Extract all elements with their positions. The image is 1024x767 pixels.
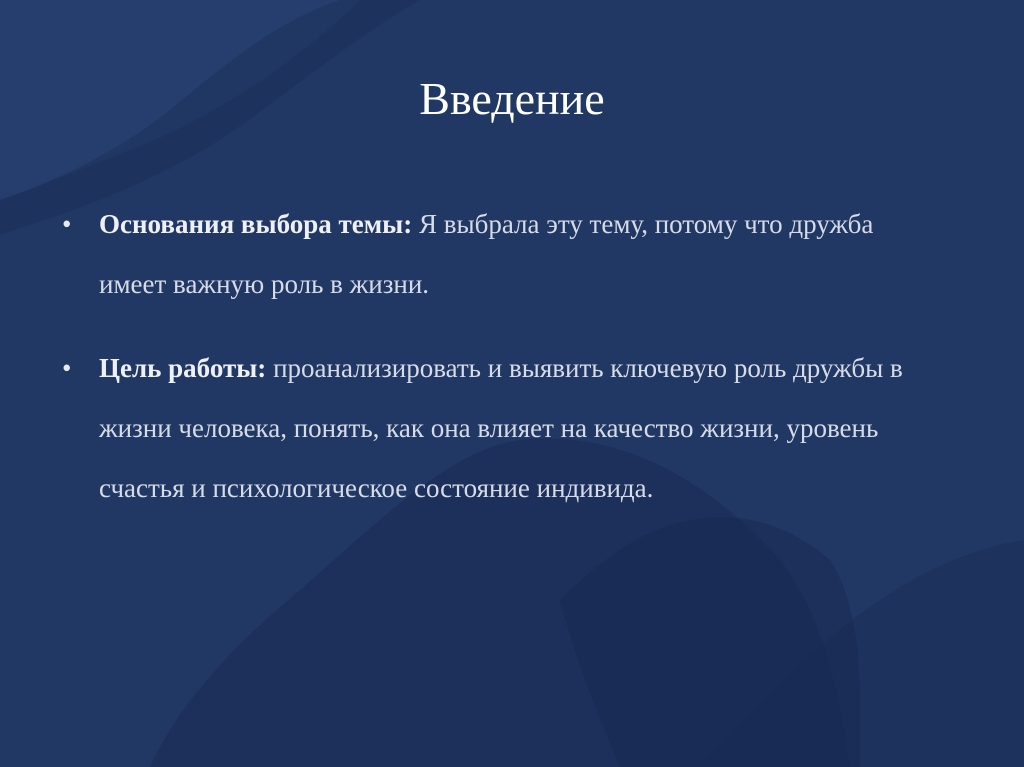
bullet-work-goal: [62, 338, 942, 518]
bullet-marker: •: [62, 353, 72, 383]
bullet-lead: Цель работы:: [99, 353, 267, 383]
bullet-list: [62, 194, 942, 518]
bullet-text: Я выбрала эту тему, потому что дружба имеет важную роль в жизни.: [99, 209, 874, 299]
bullet-marker: •: [62, 209, 72, 239]
bullet-topic-reason: [62, 194, 942, 314]
bullet-lead: Основания выбора темы:: [99, 209, 413, 239]
bullet-text: проанализировать и выявить ключевую роль дружбы в жизни человека, понять, как она влияет на качество жизни, уровень счастья и психологическое состояние индивида.: [99, 353, 903, 503]
slide-title: Введение: [419, 73, 605, 124]
